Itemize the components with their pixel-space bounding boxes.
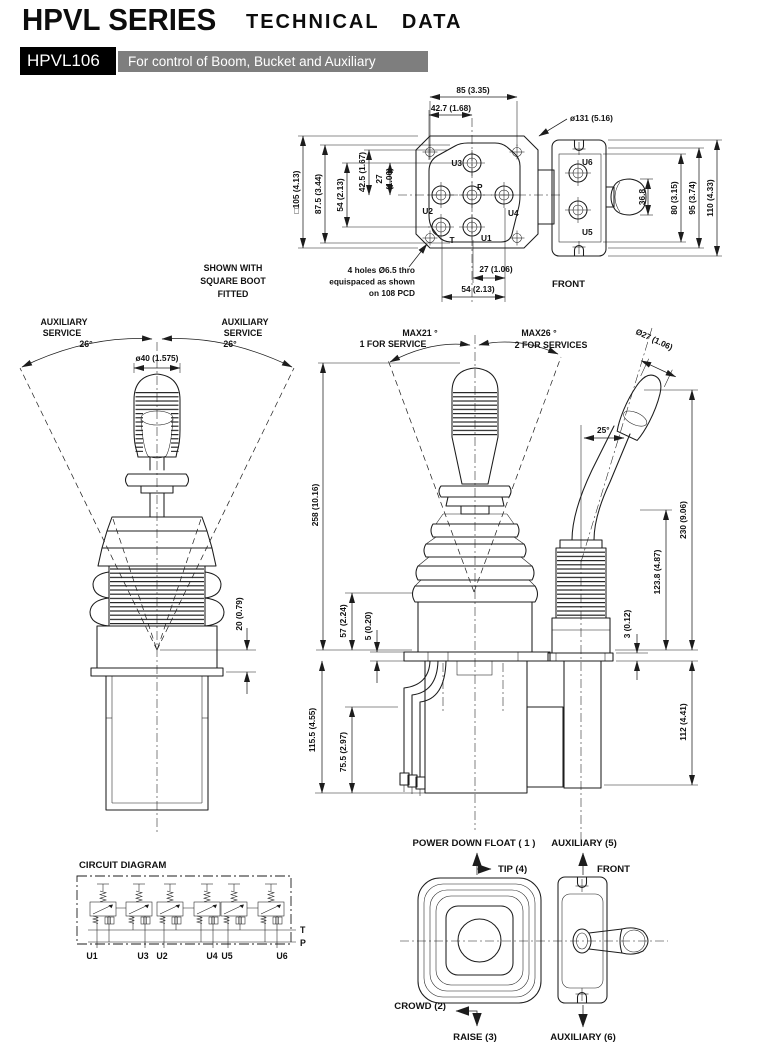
plate-notch — [573, 140, 586, 155]
circuit-port-u1: U1 — [86, 951, 98, 961]
holes-note-line2: equispaced as shown — [329, 276, 415, 287]
circuit-port-u4: U4 — [206, 951, 218, 961]
aux-right-line2: SERVICE — [223, 328, 263, 338]
dim-dia-40: ø40 (1.575) — [135, 353, 179, 363]
raise-label: RAISE (3) — [453, 1032, 497, 1043]
boot-note-line1: SHOWN WITH — [203, 263, 263, 273]
max26-label: MAX26 ° — [521, 328, 557, 338]
angle-25: 25° — [597, 425, 610, 435]
dim-27-v: 27 — [374, 174, 384, 184]
dim-36-8: 36.8 — [637, 188, 647, 206]
power-down-float-label: POWER DOWN FLOAT ( 1 ) — [412, 838, 536, 849]
port-label-u3: U3 — [451, 158, 462, 168]
side-view-tilted-lever — [548, 326, 698, 840]
dim-85: 85 (3.35) — [456, 85, 490, 95]
port-label-u4: U4 — [508, 208, 519, 218]
mounting-hole — [510, 145, 525, 160]
dim-105: □105 (4.13) — [291, 170, 301, 214]
dim-75-5: 75.5 (2.97) — [338, 731, 348, 773]
valve-symbol — [194, 884, 220, 924]
circuit-line-p: P — [300, 938, 306, 948]
page-title: HPVL SERIES — [22, 2, 217, 37]
plate-notch — [576, 988, 589, 1003]
circuit-port-u3: U3 — [137, 951, 149, 961]
dim-230: 230 (9.06) — [678, 501, 688, 539]
front-direction-label: FRONT — [597, 864, 631, 875]
dim-54-b: 54 (2.13) — [461, 284, 495, 294]
valve-symbol — [90, 884, 116, 924]
dim-dia-131: ø131 (5.16) — [570, 113, 613, 123]
port-label-u1: U1 — [481, 233, 492, 243]
crowd-label: CROWD (2) — [394, 1001, 446, 1012]
aux-left-line1: AUXILIARY — [40, 317, 88, 327]
boot-note-line2: SQUARE BOOT — [200, 276, 266, 286]
dim-42-7: 42.7 (1.68) — [430, 103, 472, 113]
circuit-line-t: T — [300, 925, 306, 935]
dim-115-5: 115.5 (4.55) — [307, 707, 317, 753]
port-label-u5: U5 — [582, 227, 593, 237]
port-u5 — [565, 197, 591, 223]
bottom-view — [394, 838, 668, 1043]
dim-110: 110 (4.33) — [705, 179, 715, 217]
plate-notch — [573, 241, 586, 256]
circuit-port-u2: U2 — [156, 951, 168, 961]
dim-27-v-inch: (1.06) — [384, 168, 394, 190]
aux-right-line1: AUXILIARY — [221, 317, 269, 327]
max21-label: MAX21 ° — [402, 328, 438, 338]
tip-label: TIP (4) — [498, 864, 528, 875]
dim-20: 20 (0.79) — [234, 597, 244, 631]
dim-95: 95 (3.74) — [687, 181, 697, 215]
mounting-hole — [510, 231, 525, 246]
port-label-u6: U6 — [582, 157, 593, 167]
circuit-port-u6: U6 — [276, 951, 288, 961]
auxiliary-6-label: AUXILIARY (6) — [550, 1032, 616, 1043]
max26-sub-label: 2 FOR SERVICES — [514, 340, 588, 350]
dim-258: 258 (10.16) — [310, 483, 320, 527]
dim-27-b: 27 (1.06) — [479, 264, 513, 274]
max21-sub-label: 1 FOR SERVICE — [359, 339, 427, 349]
plan-view — [291, 85, 562, 305]
valve-symbol — [221, 884, 247, 924]
port-label-p: P — [477, 182, 483, 192]
side-view-round-boot — [307, 328, 587, 830]
port-label-u2: U2 — [422, 206, 433, 216]
dim-42-5: 42.5 (1.67) — [357, 151, 367, 193]
front-view-label: FRONT — [552, 279, 586, 290]
model-description-bar: For control of Boom, Bucket and Auxiliary — [118, 51, 428, 72]
dim-112: 112 (4.41) — [678, 703, 688, 741]
auxiliary-5-label: AUXILIARY (5) — [551, 838, 617, 849]
aux-right-angle: 26° — [223, 339, 237, 349]
dim-5: 5 (0.20) — [363, 611, 373, 641]
valve-symbol — [126, 884, 152, 924]
plate-notch — [576, 877, 589, 892]
technical-data-title: TECHNICAL DATA — [246, 11, 463, 33]
dim-3: 3 (0.12) — [622, 609, 632, 639]
dim-80: 80 (3.15) — [669, 181, 679, 215]
circuit-port-u5: U5 — [221, 951, 233, 961]
circuit-diagram — [77, 860, 306, 961]
model-code-badge: HPVL106 — [20, 47, 116, 75]
front-view — [539, 113, 722, 290]
holes-note-line1: 4 holes Ø6.5 thro — [347, 265, 415, 275]
dim-57: 57 (2.24) — [338, 604, 348, 638]
side-view-square-boot — [20, 263, 294, 832]
aux-left-line2: SERVICE — [42, 328, 82, 338]
port-label-t: T — [449, 235, 455, 245]
dim-87-5: 87.5 (3.44) — [313, 173, 323, 215]
valve-symbol — [258, 884, 284, 924]
circuit-title: CIRCUIT DIAGRAM — [79, 860, 167, 871]
dim-123-8: 123.8 (4.87) — [652, 549, 662, 595]
holes-note-line3: on 108 PCD — [368, 288, 415, 298]
dim-dia-27: Ø27 (1.06) — [634, 326, 675, 353]
boot-note-line3: FITTED — [217, 289, 249, 299]
dim-54-v: 54 (2.13) — [335, 178, 345, 212]
aux-left-angle: 26° — [79, 339, 93, 349]
valve-symbol — [157, 884, 183, 924]
